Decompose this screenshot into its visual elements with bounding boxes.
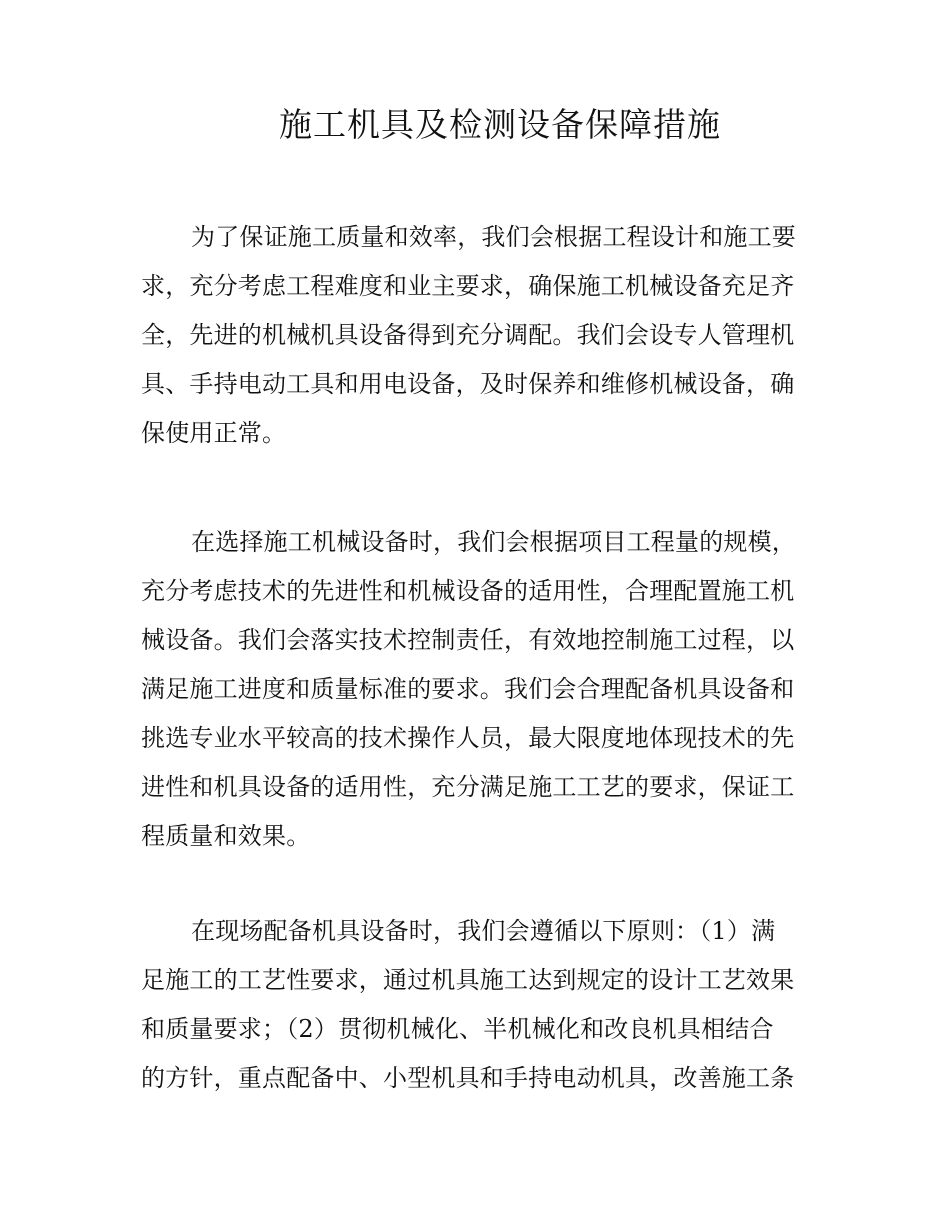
paragraph-line: 的方针，重点配备中、小型机具和手持电动机具，改善施工条 bbox=[141, 1064, 795, 1092]
document-title: 施工机具及检测设备保障措施 bbox=[279, 105, 721, 144]
paragraph-line: 足施工的工艺性要求，通过机具施工达到规定的设计工艺效果 bbox=[141, 966, 795, 994]
paragraph-line: 进性和机具设备的适用性，充分满足施工工艺的要求，保证工 bbox=[141, 773, 795, 801]
paragraph-line: 满足施工进度和质量标准的要求。我们会合理配备机具设备和 bbox=[141, 675, 795, 703]
paragraph-line: 械设备。我们会落实技术控制责任，有效地控制施工过程，以 bbox=[141, 626, 795, 654]
paragraph-line: 在现场配备机具设备时，我们会遵循以下原则：（1）满 bbox=[191, 917, 776, 945]
paragraph-line: 和质量要求；（2）贯彻机械化、半机械化和改良机具相结合 bbox=[141, 1015, 774, 1043]
paragraph-3 bbox=[141, 907, 810, 1103]
paragraph-line: 在选择施工机械设备时，我们会根据项目工程量的规模， bbox=[191, 528, 796, 556]
paragraph-2 bbox=[141, 518, 810, 861]
paragraph-line: 挑选专业水平较高的技术操作人员，最大限度地体现技术的先 bbox=[141, 724, 795, 752]
paragraph-line: 求，充分考虑工程难度和业主要求，确保施工机械设备充足齐 bbox=[141, 272, 795, 300]
paragraph-line: 具、手持电动工具和用电设备，及时保养和维修机械设备，确 bbox=[141, 370, 795, 398]
paragraph-1 bbox=[141, 213, 810, 458]
paragraph-line: 全，先进的机械机具设备得到充分调配。我们会设专人管理机 bbox=[141, 321, 795, 349]
paragraph-line: 充分考虑技术的先进性和机械设备的适用性，合理配置施工机 bbox=[141, 577, 795, 605]
paragraph-line: 程质量和效果。 bbox=[141, 822, 311, 850]
paragraph-line: 为了保证施工质量和效率，我们会根据工程设计和施工要 bbox=[191, 223, 796, 251]
paragraph-line: 保使用正常。 bbox=[141, 419, 287, 447]
